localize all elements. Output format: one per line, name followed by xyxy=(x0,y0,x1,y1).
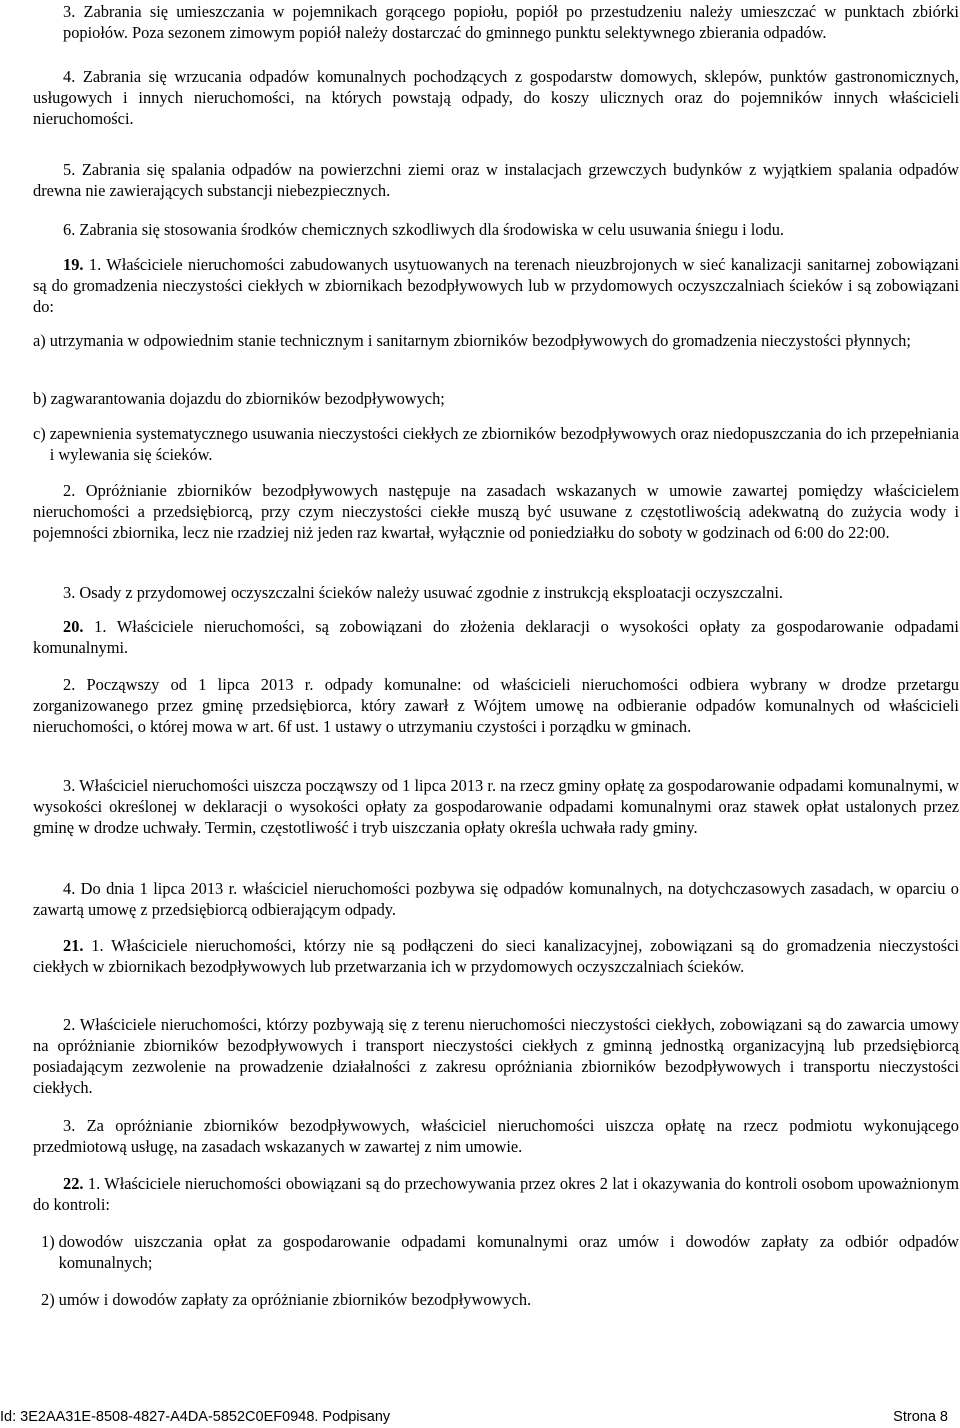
list-item-text: zapewnienia systematycznego usuwania nieczystości ciekłych ze zbiorników bezodpływowych oraz niedopuszczania do ich przepełniania i wylewania się ścieków. xyxy=(49,424,959,464)
list-item-text: zagwarantowania dojazdu do zbiorników bezodpływowych; xyxy=(50,389,445,408)
list-marker: a) xyxy=(33,331,46,350)
paragraph-text: 6. Zabrania się stosowania środków chemicznych szkodliwych dla środowiska w celu usuwania śniegu i lodu. xyxy=(63,220,785,239)
section-19-paragraph-1 xyxy=(33,254,959,317)
list-marker: b) xyxy=(33,389,47,408)
paragraph-text: 5. Zabrania się spalania odpadów na powierzchni ziemi oraz w instalacjach grzewczych budynków z wyjątkiem spalania odpadów drewna nie zawierających substancji niebezpiecznych. xyxy=(33,160,959,200)
paragraph-text: 1. Właściciele nieruchomości obowiązani są do przechowywania przez okres 2 lat i okazywania do kontroli osobom upoważnionym do kontroli: xyxy=(33,1174,959,1214)
paragraph-text: 1. Właściciele nieruchomości zabudowanych usytuowanych na terenach nieuzbrojonych w sieć kanalizacji sanitarnej zobowiązani są do gromadzenia nieczystości ciekłych w zbiornikach bezodpływowych lub w przydomowych oczyszczalniach ścieków i są zobowiązani do: xyxy=(33,255,959,316)
paragraph-text: 2. Opróżnianie zbiorników bezodpływowych następuje na zasadach wskazanych w umowie zawartej pomiędzy właścicielem nieruchomości a przedsiębiorcą, przy czym nieczystości ciekłe muszą być usuwane z częstotliwością adekwatną do zużycia wody i pojemności zbiornika, lecz nie rzadziej niż jeden raz kwartał, wyłącznie od poniedziałku do soboty w godzinach od 6:00 do 22:00. xyxy=(33,481,959,542)
section-number: 21. xyxy=(63,936,84,955)
list-item-text: dowodów uiszczania opłat za gospodarowanie odpadami komunalnymi oraz umów i dowodów zapłaty za odbiór odpadów komunalnych; xyxy=(58,1232,959,1272)
section-22 xyxy=(33,1173,959,1215)
section-19-paragraph-2 xyxy=(33,480,959,543)
paragraph-text: 3. Właściciel nieruchomości uiszcza począwszy od 1 lipca 2013 r. na rzecz gminy opłatę za gospodarowanie odpadami komunalnymi, w wysokości określonej w deklaracji o wysokości opłaty za gospodarowanie odpadami komunalnymi oraz stawek opłat ustalonych przez gminę w drodze uchwały. Termin, częstotliwość i tryb uiszczania opłaty określa uchwała rady gminy. xyxy=(33,776,959,837)
section-21-paragraph-3 xyxy=(33,1115,959,1157)
list-marker: 2) xyxy=(41,1290,55,1309)
section-20-paragraph-4 xyxy=(33,878,959,920)
paragraph-text: 4. Zabrania się wrzucania odpadów komunalnych pochodzących z gospodarstw domowych, sklepów, punktów gastronomicznych, usługowych i innych nieruchomości, na których powstają odpady, do koszy ulicznych oraz do pojemników innych właścicieli nieruchomości. xyxy=(33,67,959,128)
page-footer xyxy=(0,1408,960,1428)
section-number: 19. xyxy=(63,255,84,274)
section-22-item-1 xyxy=(41,1231,959,1273)
paragraph-ban-bins xyxy=(33,66,959,129)
document-id: Id: 3E2AA31E-8508-4827-A4DA-5852C0EF0948. Podpisany xyxy=(0,1409,391,1425)
paragraph-ban-chemicals xyxy=(33,219,959,240)
section-number: 22. xyxy=(63,1174,84,1193)
section-19-paragraph-3 xyxy=(33,582,959,603)
list-item-text: umów i dowodów zapłaty za opróżnianie zbiorników bezodpływowych. xyxy=(58,1290,532,1309)
list-marker: 1) xyxy=(41,1232,55,1251)
paragraph-text: 2. Właściciele nieruchomości, którzy pozbywają się z terenu nieruchomości nieczystości ciekłych, zobowiązani są do zawarcia umowy na opróżnianie zbiorników bezodpływowych i transport nieczystości ciekłych z gminną jednostką organizacyjną lub przedsiębiorcą posiadającym zezwolenie na prowadzenie działalności z zakresu opróżniania zbiorników bezodpływowych i transportu nieczystości ciekłych. xyxy=(33,1015,959,1097)
paragraph-text: 3. Zabrania się umieszczania w pojemnikach gorącego popiołu, popiół po przestudzeniu należy umieszczać w punktach zbiórki popiołów. Poza sezonem zimowym popiół należy dostarczać do gminnego punktu selektywnego zbierania odpadów. xyxy=(63,2,959,42)
section-20 xyxy=(33,616,959,658)
section-19 xyxy=(33,254,959,317)
section-20-paragraph-3 xyxy=(33,775,959,838)
paragraph-text: 2. Począwszy od 1 lipca 2013 r. odpady komunalne: od właścicieli nieruchomości odbiera wybrany w drodze przetargu zorganizowanego przez gminę przedsiębiorca, który zawarł z Wójtem umowę na odbieranie odpadów komunalnych od właścicieli nieruchomości, o której mowa w art. 6f ust. 1 ustawy o utrzymaniu czystości i porządku w gminach. xyxy=(33,675,959,736)
section-21-paragraph-2 xyxy=(33,1014,959,1098)
page-number: Strona 8 xyxy=(893,1409,948,1425)
paragraph-text: 3. Za opróżnianie zbiorników bezodpływowych, właściciel nieruchomości uiszcza opłatę na rzecz podmiotu wykonującego przedmiotową usługę, na zasadach wskazanych w zawartej z nim umowie. xyxy=(33,1116,959,1156)
paragraph-ban-ash xyxy=(63,1,959,43)
section-22-item-2 xyxy=(41,1289,959,1310)
section-19-item-c xyxy=(33,423,959,465)
section-19-item-a xyxy=(33,330,959,351)
section-21 xyxy=(33,935,959,977)
paragraph-text: 1. Właściciele nieruchomości, którzy nie są podłączeni do sieci kanalizacyjnej, zobowiązani są do gromadzenia nieczystości ciekłych w zbiornikach bezodpływowych lub przetwarzania ich w przydomowych oczyszczalniach ścieków. xyxy=(33,936,959,976)
section-20-paragraph-2 xyxy=(33,674,959,737)
paragraph-text: 3. Osady z przydomowej oczyszczalni ścieków należy usuwać zgodnie z instrukcją eksploatacji oczyszczalni. xyxy=(63,583,783,602)
section-21-paragraph-1 xyxy=(33,935,959,977)
list-marker: c) xyxy=(33,424,46,443)
paragraph-text: 1. Właściciele nieruchomości, są zobowiązani do złożenia deklaracji o wysokości opłaty za gospodarowanie odpadami komunalnymi. xyxy=(33,617,959,657)
section-20-paragraph-1 xyxy=(33,616,959,658)
section-19-item-b xyxy=(33,388,959,409)
section-number: 20. xyxy=(63,617,84,636)
section-22-paragraph-1 xyxy=(33,1173,959,1215)
list-item-text: utrzymania w odpowiednim stanie technicznym i sanitarnym zbiorników bezodpływowych do gromadzenia nieczystości płynnych; xyxy=(49,331,911,350)
paragraph-text: 4. Do dnia 1 lipca 2013 r. właściciel nieruchomości pozbywa się odpadów komunalnych, na dotychczasowych zasadach, w oparciu o zawartą umowę z przedsiębiorcą odbierającym odpady. xyxy=(33,879,959,919)
paragraph-ban-burning xyxy=(33,159,959,201)
